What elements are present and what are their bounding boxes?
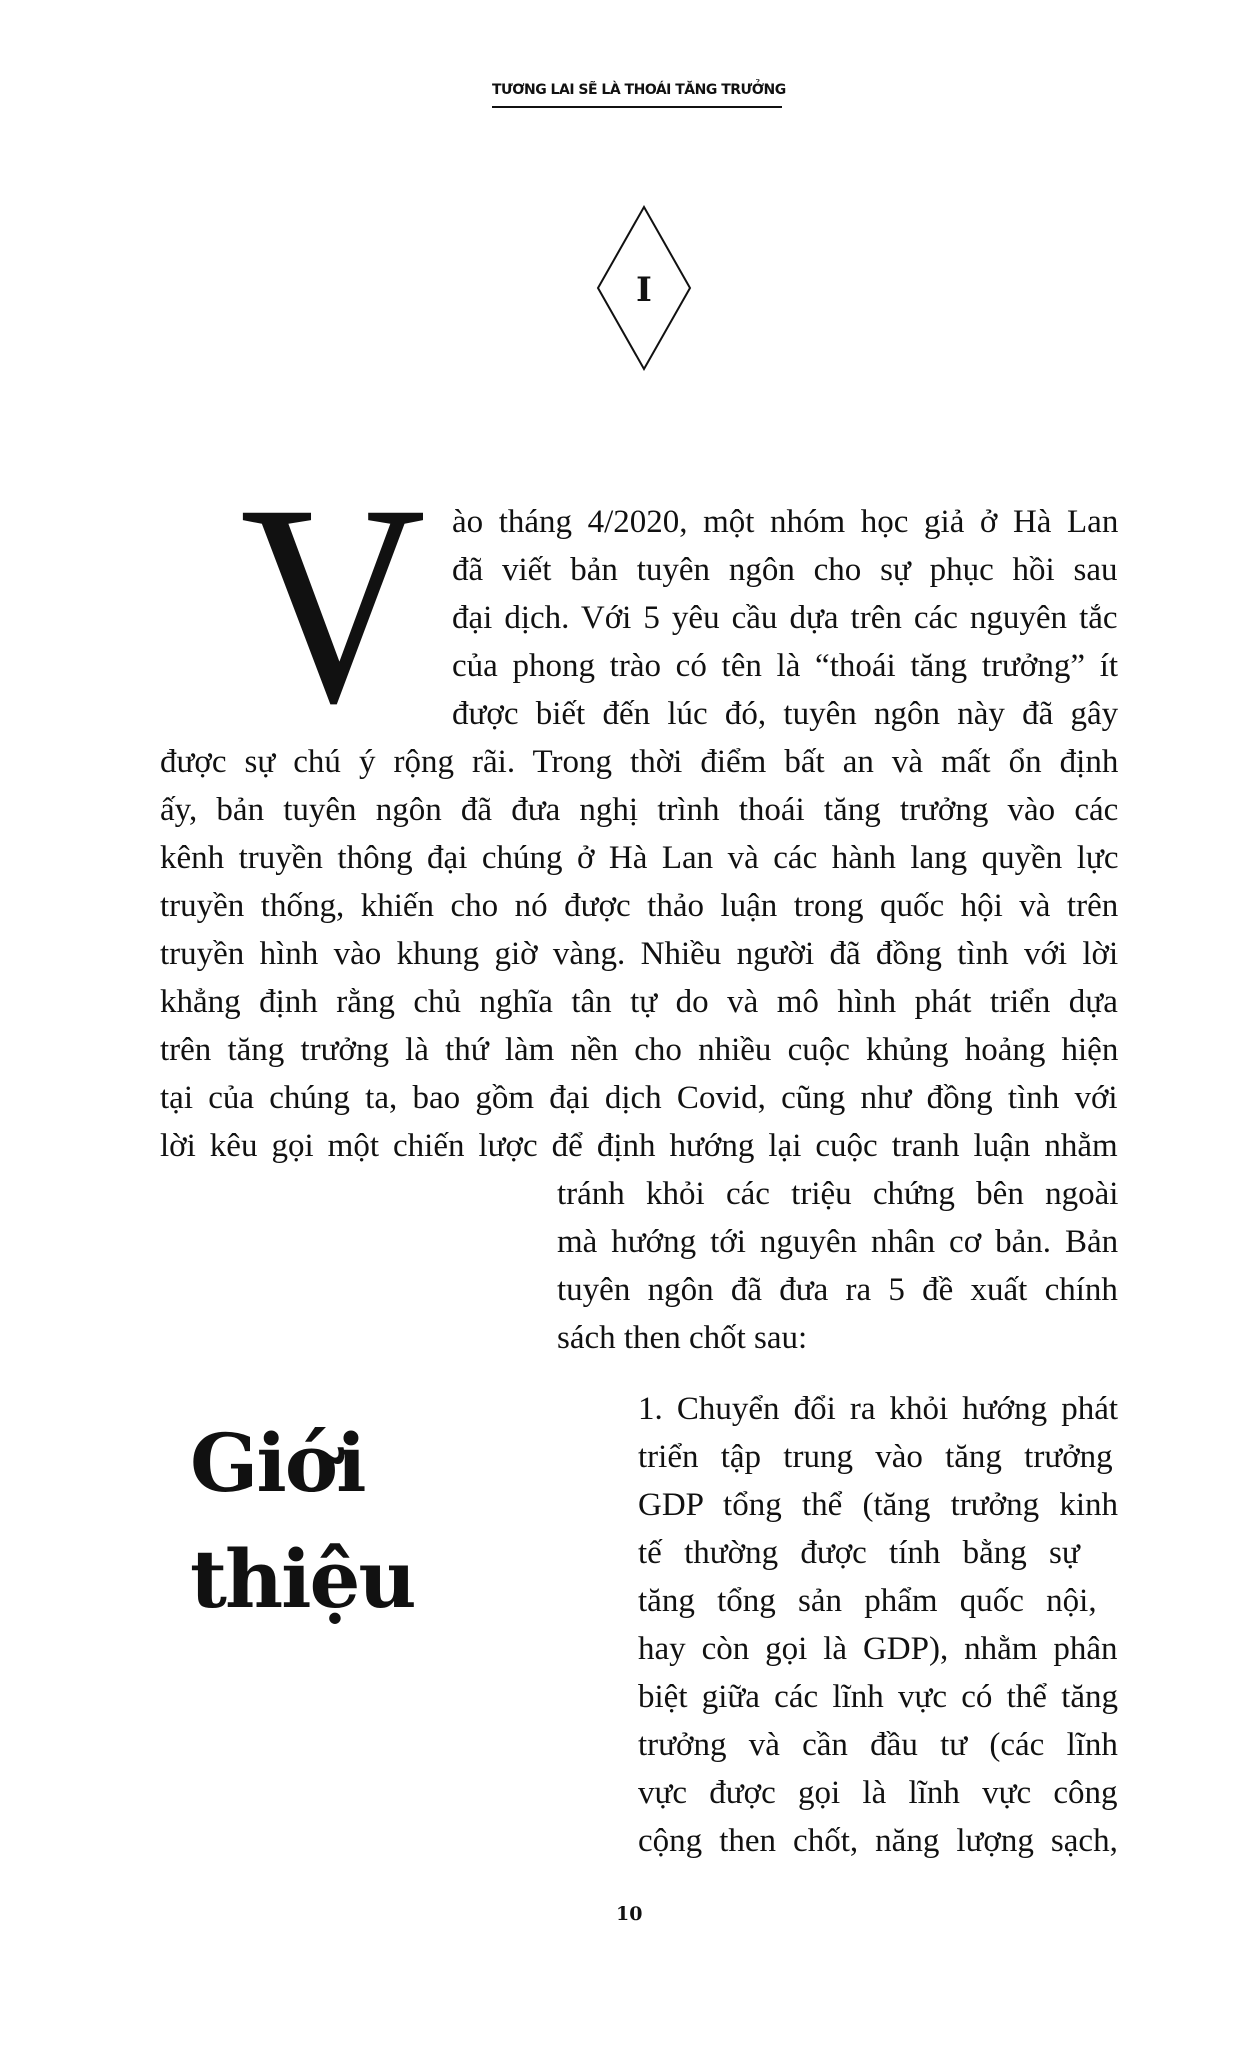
running-header-title: TƯƠNG LAI SẼ LÀ THOÁI TĂNG TRƯỞNG	[492, 82, 786, 98]
text-line: được sự chú ý rộng rãi. Trong thời điểm bất an và mất ổn định	[160, 744, 1119, 780]
text-line: tế thường được tính bằng sự	[638, 1535, 1080, 1571]
page-number: 10	[616, 1903, 643, 1925]
text-line: tránh khỏi các triệu chứng bên ngoài	[557, 1176, 1119, 1212]
text-line: biệt giữa các lĩnh vực có thể tăng	[638, 1679, 1119, 1715]
text-line: mà hướng tới nguyên nhân cơ bản. Bản	[557, 1224, 1119, 1260]
text-line: truyền thống, khiến cho nó được thảo luận trong quốc hội và trên	[160, 888, 1119, 924]
text-line: ào tháng 4/2020, một nhóm học giả ở Hà Lan	[452, 504, 1119, 540]
text-line: 1. Chuyển đổi ra khỏi hướng phát	[638, 1391, 1119, 1427]
text-line: đã viết bản tuyên ngôn cho sự phục hồi sau	[452, 552, 1118, 588]
chapter-title-line: thiệu	[190, 1532, 415, 1626]
text-line: triển tập trung vào tăng trưởng	[638, 1439, 1113, 1475]
text-line: lời kêu gọi một chiến lược để định hướng lại cuộc tranh luận nhằm	[160, 1128, 1118, 1164]
chapter-number: I	[636, 270, 652, 310]
text-line: sách then chốt sau:	[557, 1320, 808, 1356]
text-line: GDP tổng thể (tăng trưởng kinh	[638, 1487, 1118, 1523]
text-line: ấy, bản tuyên ngôn đã đưa nghị trình thoái tăng trưởng vào các	[160, 792, 1119, 828]
text-line: hay còn gọi là GDP), nhằm phân	[638, 1631, 1118, 1667]
text-line: khẳng định rằng chủ nghĩa tân tự do và mô hình phát triển dựa	[160, 984, 1118, 1020]
chapter-title	[190, 1405, 415, 1637]
text-line: tuyên ngôn đã đưa ra 5 đề xuất chính	[557, 1272, 1118, 1308]
text-line: tại của chúng ta, bao gồm đại dịch Covid, cũng như đồng tình với	[160, 1080, 1118, 1116]
text-line: tăng tổng sản phẩm quốc nội,	[638, 1583, 1097, 1619]
text-line: truyền hình vào khung giờ vàng. Nhiều người đã đồng tình với lời	[160, 936, 1119, 972]
text-line: trên tăng trưởng là thứ làm nền cho nhiều cuộc khủng hoảng hiện	[160, 1032, 1119, 1068]
text-line: cộng then chốt, năng lượng sạch,	[638, 1823, 1118, 1859]
text-line: được biết đến lúc đó, tuyên ngôn này đã gây	[452, 696, 1119, 732]
text-line: trưởng và cần đầu tư (các lĩnh	[638, 1727, 1118, 1763]
text-line: của phong trào có tên là “thoái tăng trưởng” ít	[452, 648, 1119, 684]
drop-cap: V	[240, 445, 426, 762]
text-line: kênh truyền thông đại chúng ở Hà Lan và các hành lang quyền lực	[160, 840, 1119, 876]
text-line: vực được gọi là lĩnh vực công	[638, 1775, 1118, 1811]
chapter-title-line: Giới	[190, 1416, 365, 1510]
running-header-rule	[492, 106, 782, 108]
text-line: đại dịch. Với 5 yêu cầu dựa trên các nguyên tắc	[452, 600, 1118, 636]
